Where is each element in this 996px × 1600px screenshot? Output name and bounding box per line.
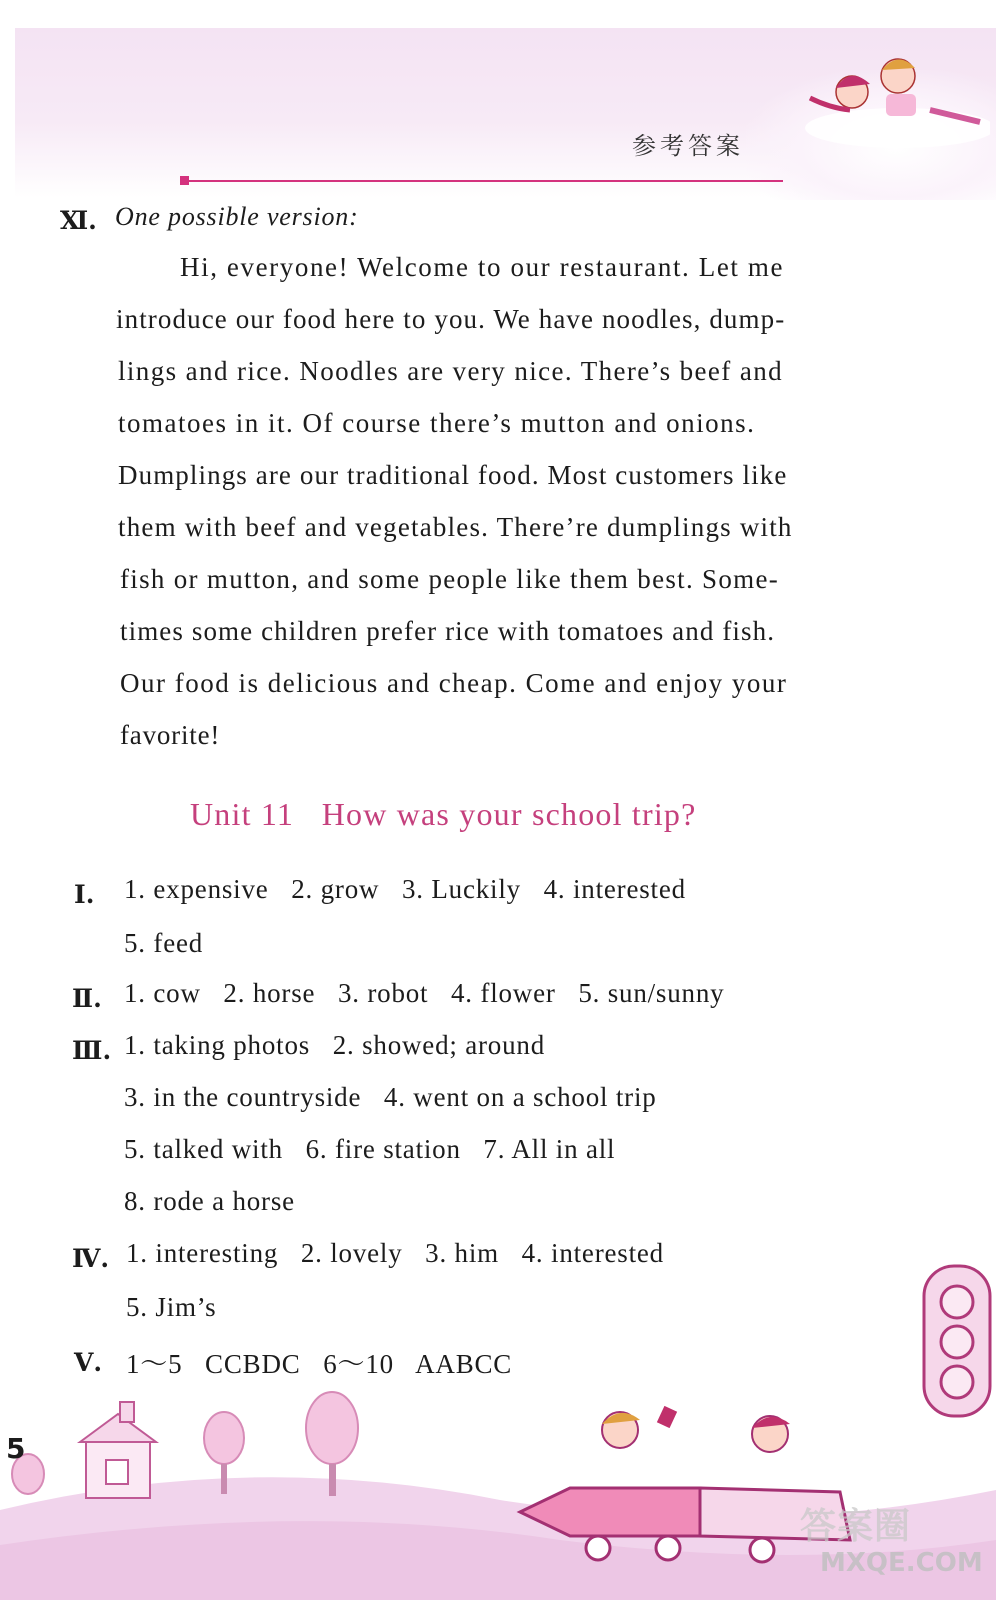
essay-line: Dumplings are our traditional food. Most customers like: [118, 460, 788, 490]
section-number: Ⅱ.: [72, 984, 102, 1013]
watermark-url: MXQE.COM: [820, 1548, 983, 1578]
answer-line: 8. rode a horse: [124, 1186, 295, 1216]
watermark-logo: 答案圈: [800, 1506, 912, 1547]
essay-line: times some children prefer rice with tomatoes and fish.: [120, 616, 776, 646]
page-label: 参考答案: [632, 132, 744, 160]
section-number: Ⅰ.: [74, 880, 95, 909]
section-number: Ⅲ.: [72, 1036, 112, 1065]
answer-line: 5. Jim’s: [126, 1292, 217, 1322]
unit-title: Unit 11 How was your school trip?: [190, 796, 697, 832]
essay-line: fish or mutton, and some people like them best. Some-: [120, 564, 780, 594]
kids-on-cloud-illustration: [790, 40, 990, 150]
answer-line: 1～5 CCBDC 6～10 AABCC: [126, 1349, 513, 1379]
essay-line: them with beef and vegetables. There’re dumplings with: [118, 512, 793, 542]
section-xi-number: Ⅺ.: [60, 206, 97, 235]
answer-line: 1. taking photos 2. showed; around: [124, 1030, 546, 1060]
answer-line: 5. talked with 6. fire station 7. All in all: [124, 1134, 616, 1164]
essay-line: Our food is delicious and cheap. Come and enjoy your: [120, 668, 788, 698]
essay-line: favorite!: [120, 720, 221, 750]
page-number: 5: [6, 1432, 26, 1465]
essay-line: lings and rice. Noodles are very nice. There’s beef and: [118, 356, 784, 386]
section-number: Ⅴ.: [74, 1348, 103, 1377]
essay-line: introduce our food here to you. We have noodles, dump-: [116, 304, 786, 334]
section-xi-intro: One possible version:: [115, 202, 359, 231]
section-number: Ⅳ.: [72, 1244, 110, 1273]
answer-line: 5. feed: [124, 928, 204, 958]
header-rule: [183, 180, 783, 182]
answer-line: 3. in the countryside 4. went on a school trip: [124, 1082, 657, 1112]
answer-line: 1. cow 2. horse 3. robot 4. flower 5. sun/sunny: [124, 978, 725, 1008]
essay-line: tomatoes in it. Of course there’s mutton and onions.: [118, 408, 756, 438]
header-rule-dot: [180, 176, 189, 185]
essay-line: Hi, everyone! Welcome to our restaurant. Let me: [180, 252, 785, 282]
answer-line: 1. interesting 2. lovely 3. him 4. interested: [126, 1238, 664, 1268]
answer-line: 1. expensive 2. grow 3. Luckily 4. interested: [124, 874, 686, 904]
